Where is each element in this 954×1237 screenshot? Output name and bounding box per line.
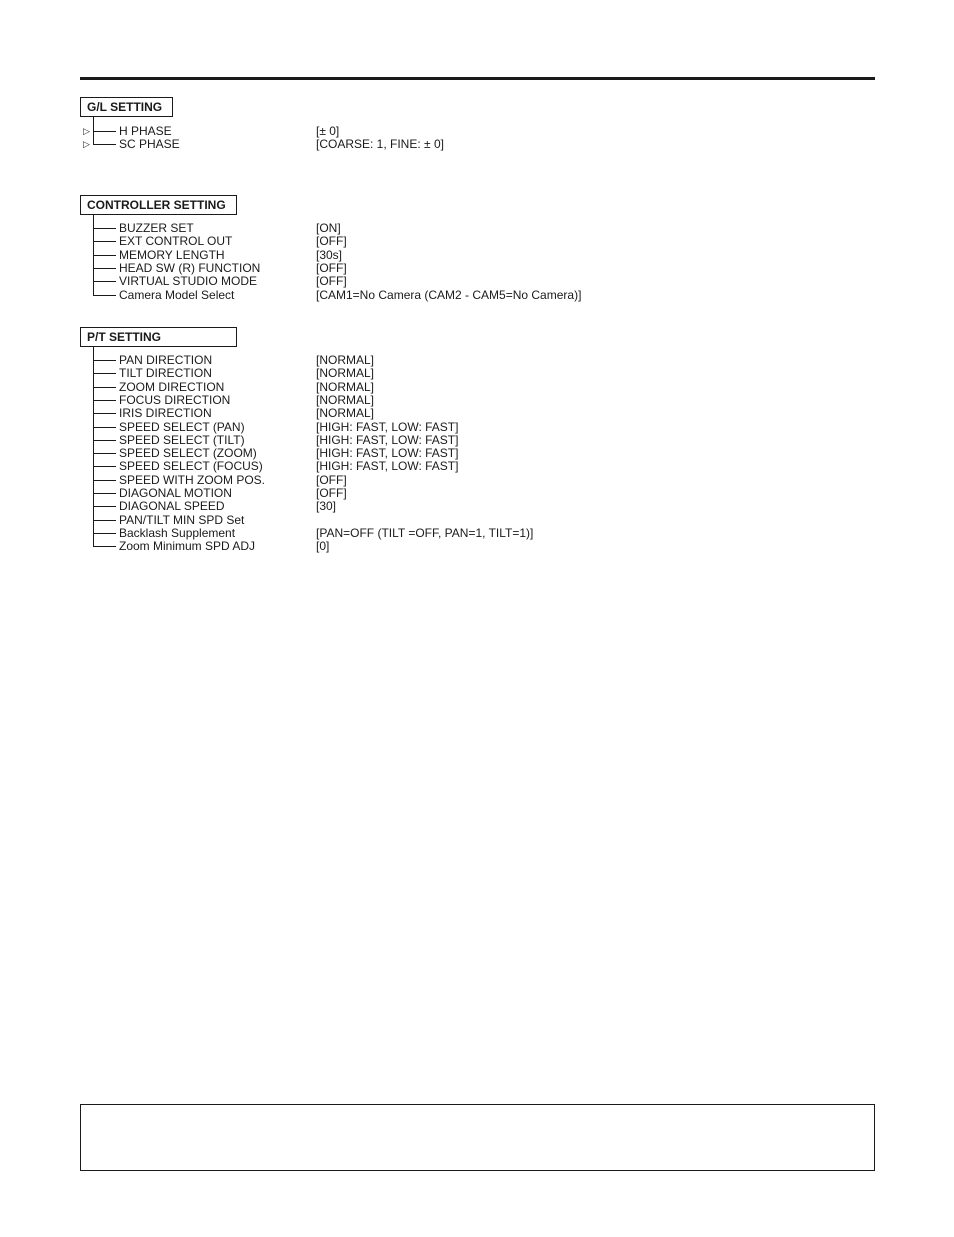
pt-item-label: ZOOM DIRECTION: [119, 379, 225, 394]
controller-item-label: MEMORY LENGTH: [119, 247, 225, 262]
tree-branch: [93, 480, 116, 481]
tree-branch: [93, 466, 116, 467]
tree-branch: [93, 400, 116, 401]
controller-setting-header: CONTROLLER SETTING: [80, 195, 237, 215]
tree-branch: [93, 427, 116, 428]
gl-item-value: [COARSE: 1, FINE: ± 0]: [316, 137, 444, 152]
controller-item-label: BUZZER SET: [119, 221, 194, 235]
gl-row: [80, 125, 860, 138]
pt-row: [80, 354, 860, 367]
pt-row: [80, 434, 860, 447]
pt-row: [80, 447, 860, 460]
controller-row: [80, 289, 860, 302]
controller-item-label: HEAD SW (R) FUNCTION: [119, 260, 261, 275]
pt-item-value: [NORMAL]: [316, 406, 375, 421]
pt-item-label: DIAGONAL SPEED: [119, 499, 225, 514]
pt-setting-header: P/T SETTING: [80, 327, 237, 347]
pt-item-label: Zoom Minimum SPD ADJ: [119, 539, 256, 554]
pt-row: [80, 540, 860, 553]
tree-branch: [93, 440, 116, 441]
pt-row: [80, 381, 860, 394]
tree-branch: [93, 295, 116, 296]
pt-item-label: TILT DIRECTION: [119, 366, 212, 381]
tree-branch: [93, 268, 116, 269]
pt-item-label: FOCUS DIRECTION: [119, 392, 231, 407]
bottom-note-box: [80, 1104, 875, 1171]
pt-row: [80, 407, 860, 420]
controller-row: [80, 222, 860, 235]
gl-item-label: SC PHASE: [119, 137, 180, 152]
controller-item-label: VIRTUAL STUDIO MODE: [119, 274, 258, 289]
pt-item-value: [NORMAL]: [316, 379, 375, 394]
gl-item-value: [± 0]: [316, 124, 340, 138]
pt-item-value: [HIGH: FAST, LOW: FAST]: [316, 446, 459, 461]
tree-branch: [93, 493, 116, 494]
pt-item-value: [OFF]: [316, 472, 347, 487]
pt-item-value: [HIGH: FAST, LOW: FAST]: [316, 419, 459, 434]
controller-row: [80, 262, 860, 275]
tree-branch: [93, 255, 116, 256]
tree-branch: [93, 144, 116, 145]
pt-row: [80, 527, 860, 540]
pt-item-label: SPEED WITH ZOOM POS.: [119, 472, 266, 487]
top-rule: [80, 77, 875, 80]
tree-branch: [93, 413, 116, 414]
pt-item-value: [PAN=OFF (TILT =OFF, PAN=1, TILT=1)]: [316, 525, 534, 540]
tree-branch: [93, 228, 116, 229]
tree-branch: [93, 506, 116, 507]
pt-item-value: [NORMAL]: [316, 366, 375, 381]
pt-row: [80, 367, 860, 380]
pt-item-label: SPEED SELECT (ZOOM): [119, 446, 257, 461]
pt-item-value: [HIGH: FAST, LOW: FAST]: [316, 459, 459, 474]
pt-row: [80, 474, 860, 487]
controller-item-value: [OFF]: [316, 274, 347, 289]
pt-item-label: SPEED SELECT (TILT): [119, 432, 245, 447]
gl-item-label: H PHASE: [119, 124, 172, 138]
tree-branch: [93, 241, 116, 242]
controller-item-value: [OFF]: [316, 260, 347, 275]
play-arrow-icon: ▷: [83, 139, 90, 150]
pt-item-label: IRIS DIRECTION: [119, 406, 212, 421]
tree-branch: [93, 281, 116, 282]
pt-row: [80, 394, 860, 407]
pt-item-value: [0]: [316, 539, 330, 554]
tree-branch: [93, 131, 116, 132]
pt-item-label: SPEED SELECT (FOCUS): [119, 459, 263, 474]
pt-item-value: [NORMAL]: [316, 392, 375, 407]
pt-item-value: [OFF]: [316, 486, 347, 500]
tree-branch: [93, 360, 116, 361]
tree-branch: [93, 387, 116, 388]
controller-item-label: EXT CONTROL OUT: [119, 234, 233, 249]
pt-row: [80, 460, 860, 473]
controller-row: [80, 275, 860, 288]
gl-row: [80, 138, 860, 151]
play-arrow-icon: ▷: [83, 126, 90, 136]
controller-item-value: [OFF]: [316, 234, 347, 249]
tree-branch: [93, 453, 116, 454]
controller-item-label: Camera Model Select: [119, 287, 235, 302]
tree-branch: [93, 373, 116, 374]
pt-item-label: PAN/TILT MIN SPD Set: [119, 512, 245, 527]
controller-row: [80, 249, 860, 262]
pt-row: [80, 487, 860, 500]
tree-branch: [93, 533, 116, 534]
controller-item-value: [CAM1=No Camera (CAM2 - CAM5=No Camera)]: [316, 287, 582, 302]
gl-setting-header: G/L SETTING: [80, 97, 173, 117]
pt-item-label: Backlash Supplement: [119, 525, 236, 540]
pt-item-label: SPEED SELECT (PAN): [119, 419, 245, 434]
tree-branch: [93, 546, 116, 547]
controller-item-value: [30s]: [316, 247, 343, 262]
controller-row: [80, 235, 860, 248]
pt-row: [80, 421, 860, 434]
pt-row: [80, 514, 860, 527]
pt-item-label: DIAGONAL MOTION: [119, 486, 232, 500]
pt-item-value: [NORMAL]: [316, 353, 375, 367]
pt-row: [80, 500, 860, 513]
pt-item-value: [HIGH: FAST, LOW: FAST]: [316, 432, 459, 447]
pt-item-label: PAN DIRECTION: [119, 353, 213, 367]
pt-item-value: [30]: [316, 499, 337, 514]
tree-branch: [93, 520, 116, 521]
controller-item-value: [ON]: [316, 221, 341, 235]
